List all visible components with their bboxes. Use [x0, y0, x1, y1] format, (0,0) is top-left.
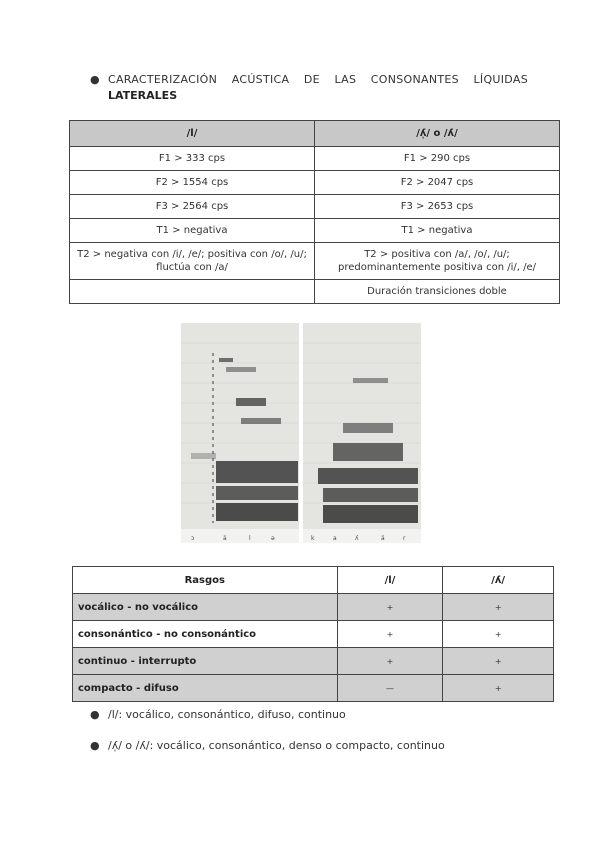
table-row [70, 147, 560, 171]
acoustic-table [69, 120, 560, 304]
table-cell: + [443, 594, 554, 621]
spectrogram-label: ɔ [191, 535, 195, 542]
table-row [70, 243, 560, 280]
table-cell: consonántico - no consonántico [73, 621, 338, 648]
table-cell: T1 > negativa [315, 219, 560, 243]
spectrogram-label: k [311, 535, 315, 542]
spectrogram-label: l [249, 535, 251, 542]
table-cell: continuo - interrupto [73, 648, 338, 675]
table-cell: T2 > negativa con /i/, /e/; positiva con /o/, /u/; fluctúa con /a/ [70, 243, 315, 280]
table-row [73, 621, 554, 648]
table-row [70, 280, 560, 304]
spectrogram-label: ä [381, 535, 385, 542]
table-row [70, 195, 560, 219]
heading-text: CARACTERIZACIÓN ACÚSTICA DE LAS CONSONANTES LÍQUIDAS [108, 73, 528, 86]
table-cell: vocálico - no vocálico [73, 594, 338, 621]
spectrogram-left [181, 323, 299, 543]
spectrogram-label: ä [223, 535, 227, 542]
table-cell: + [337, 621, 443, 648]
features-table [72, 566, 554, 702]
table-header-cell: /ʎ/ [443, 567, 554, 594]
table-cell: T2 > positiva con /a/, /o/, /u/; predominantemente positiva con /i/, /e/ [315, 243, 560, 280]
table-cell: + [337, 648, 443, 675]
table-cell: F2 > 2047 cps [315, 171, 560, 195]
table-header-cell: Rasgos [73, 567, 338, 594]
list-item-text: /ʎ̩/ o /ʎ/: vocálico, consonántico, denso o compacto, continuo [108, 739, 445, 752]
table-header-cell: /l/ [70, 121, 315, 147]
table-row [73, 594, 554, 621]
table-row [73, 675, 554, 702]
bullet-icon: ● [90, 708, 100, 721]
spectrogram-label: ə [271, 535, 275, 542]
table-header-cell: /l/ [337, 567, 443, 594]
table-header-cell: /ʎ̩/ o /ʎ/ [315, 121, 560, 147]
table-cell: T1 > negativa [70, 219, 315, 243]
table-cell: F2 > 1554 cps [70, 171, 315, 195]
table-header-row [73, 567, 554, 594]
bullet-icon: ● [90, 739, 100, 752]
table-cell [70, 280, 315, 304]
spectrogram-label: r [403, 535, 406, 542]
spectrogram-label: ʎ [355, 535, 359, 542]
spectrogram-label: a [333, 535, 337, 542]
table-cell: + [443, 621, 554, 648]
table-cell: F1 > 290 cps [315, 147, 560, 171]
table-row [70, 219, 560, 243]
table-row [70, 171, 560, 195]
table-cell: Duración transiciones doble [315, 280, 560, 304]
table-cell: + [443, 675, 554, 702]
heading-subtext: LATERALES [108, 89, 178, 102]
table-cell: + [337, 594, 443, 621]
list-item-text: /l/: vocálico, consonántico, difuso, continuo [108, 708, 346, 721]
table-cell: F3 > 2564 cps [70, 195, 315, 219]
table-row [73, 648, 554, 675]
table-cell: compacto - difuso [73, 675, 338, 702]
spectrogram-right [303, 323, 421, 543]
table-cell: F3 > 2653 cps [315, 195, 560, 219]
bullet-icon: ● [90, 73, 100, 86]
table-cell: F1 > 333 cps [70, 147, 315, 171]
table-cell: + [443, 648, 554, 675]
table-header-row [70, 121, 560, 147]
table-cell: — [337, 675, 443, 702]
